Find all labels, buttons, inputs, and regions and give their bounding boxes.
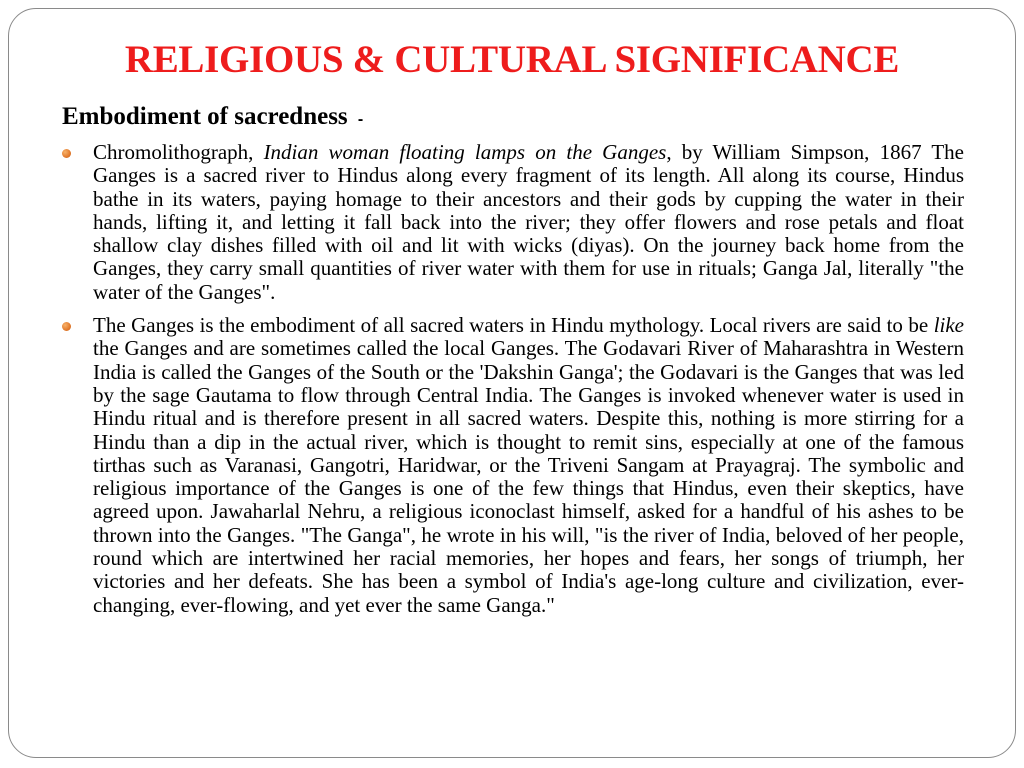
bullet-1-text-a: Chromolithograph,: [93, 140, 264, 164]
bullet-1-artwork-title: Indian woman floating lamps on the Ganges: [263, 140, 667, 164]
section-subheading: [62, 103, 363, 132]
subheading-dash: -: [357, 111, 364, 128]
slide-title: RELIGIOUS & CULTURAL SIGNIFICANCE: [124, 38, 900, 81]
bullet-dot-icon: [62, 149, 71, 158]
bullet-dot-icon: [62, 322, 71, 331]
bullet-2-italic-word: like: [933, 313, 964, 338]
subheading-text: Embodiment of sacredness: [62, 103, 348, 130]
bullet-item-1: [60, 141, 964, 304]
bullet-1-text-b: , by William Simpson, 1867 The Ganges is a sacred river to Hindus along every fragment of its length. All along its course, Hindus bathe in its waters, paying homage to their ancestors and their gods by cupping the water in their hands, lifting it, and letting it fall back into the river; they offer flowers and rose petals and float shallow clay dishes filled with oil and lit with wicks (diyas). On the journey back home from the Ganges, they carry small quantities of river water with them for use in rituals; Ganga Jal, literally "the water of the Ganges".: [93, 140, 964, 304]
bullet-2-text-a: The Ganges is the embodiment of all sacred waters in Hindu mythology. Local rivers are said to be: [93, 313, 934, 338]
bullet-2-text-b: the Ganges and are sometimes called the local Ganges. The Godavari River of Maharashtra in Western India is called the Ganges of the South or the 'Dakshin Ganga'; the Godavari is the Ganges that was led by the sage Gautama to flow through Central India. The Ganges is invoked whenever water is used in Hindu ritual and is therefore present in all sacred waters. Despite this, nothing is more stirring for a Hindu than a dip in the actual river, which is thought to remit sins, especially at one of the famous tirthas such as Varanasi, Gangotri, Haridwar, or the Triveni Sangam at Prayagraj. The symbolic and religious importance of the Ganges is one of the few things that Hindus, even their skeptics, have agreed upon. Jawaharlal Nehru, a religious iconoclast himself, asked for a handful of his ashes to be thrown into the Ganges. "The Ganga", he wrote in his will, "is the river of India, beloved of her people, round which are intertwined her racial memories, her hopes and fears, her songs of triumph, her victories and her defeats. She has been a symbol of India's age-long culture and civilization, ever-changing, ever-flowing, and yet ever the same Ganga.": [93, 336, 964, 617]
bullet-list: [60, 141, 964, 627]
bullet-item-2: [60, 314, 964, 617]
